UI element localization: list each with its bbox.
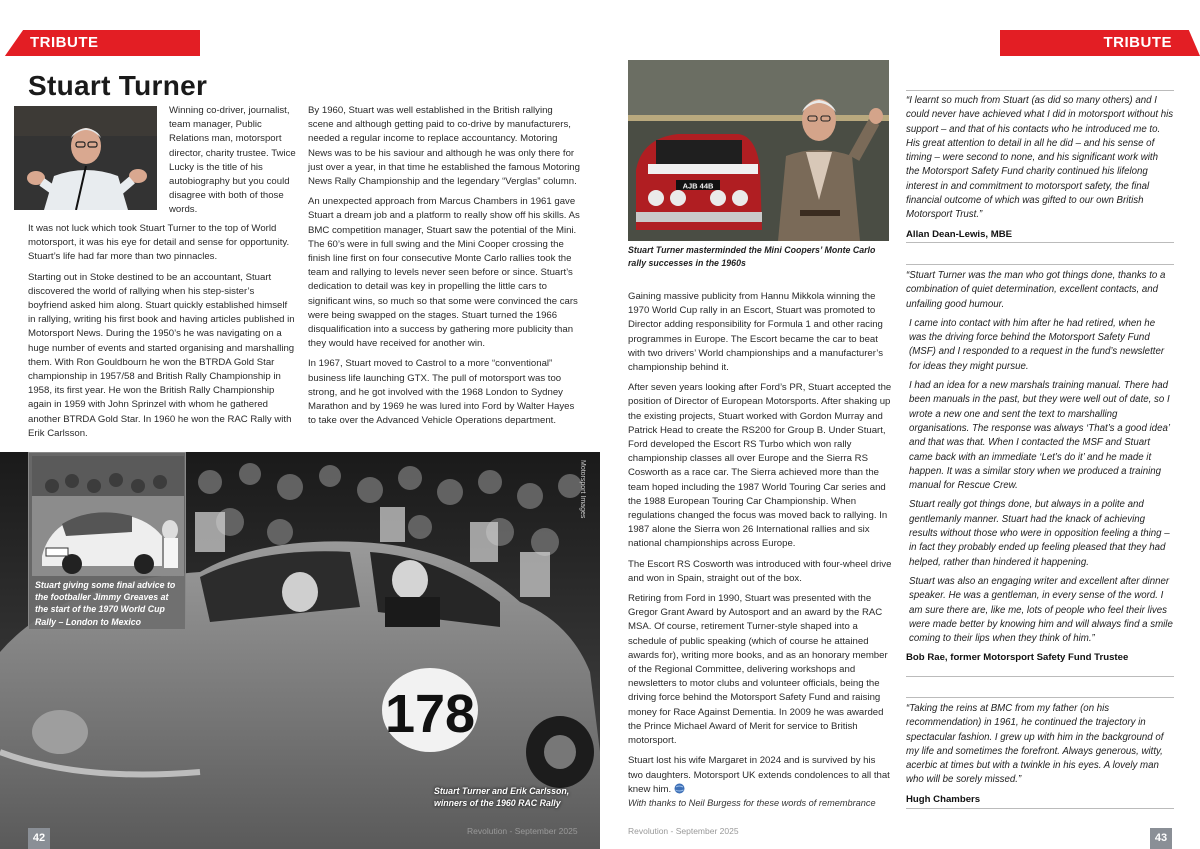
tribute-tab-right: [1000, 30, 1184, 56]
quote-divider: [906, 242, 1174, 243]
quote-paragraph: I came into contact with him after he had retired, when he was the driving force behind the Motorsport Safety Fund (MSF) and I responded to a request in the fund’s newsletter for ideas they might pursue.: [909, 317, 1165, 372]
quote-paragraph: Stuart really got things done, but always in a polite and gentlemanly manner. Stuart had the knack of achieving results without those who were in opposition feeling a thing – in fact they probably ended up feeling pleased that they had helped, rather than hindered it happening.: [909, 499, 1170, 568]
right-page-number: 43: [1150, 828, 1172, 849]
mini-number-plate: AJB 44B: [682, 181, 714, 191]
col2-paragraph: By 1960, Stuart was well established in the British rallying scene and although getting paid to co-drive by manufacturers, needed a regular income to replace accountancy. Motoring News was to be his saviour and although he was only there for just over a year, in that time he established the famous Motoring News Rally Championship and the legendary “Verglas” column.: [308, 105, 580, 188]
column-1: [28, 222, 296, 447]
col3-paragraph: Gaining massive publicity from Hannu Mikkola winning the 1970 World Cup rally in an Escort, Stuart was promoted to Director adding responsibility for Formula 1 and other racing programmes in Europe. The Escort became the car to beat with two drivers’ World championships and a manufacturer’s championship behind it.: [628, 291, 884, 374]
page-title: Stuart Turner: [28, 70, 208, 101]
quote-paragraph: I had an idea for a new marshals training manual. There had been manuals in the past, but they were well out of date, so I wrote a new one and sent the text to marshalling organisations. The response was always ‘That’s a good idea’ and that was that. When I contacted the MSF and Stuart came back with an immediate ‘Let’s do it’ and he made it happen. It was a similar story when we produced a training manual for Rescue Crew.: [909, 380, 1170, 492]
column-2: [308, 104, 580, 434]
quote-divider: [906, 697, 1174, 698]
intro-paragraph: Winning co-driver, journalist, team manager, Public Relations man, motorsport director, charity trustee. Twice Lucky is the title of his autobiography but you could disagree with both of those words.: [169, 105, 296, 216]
thanks-note: With thanks to Neil Burgess for these words of remembrance: [628, 798, 876, 808]
quote-paragraph: “Taking the reins at BMC from my father (on his recommendation) in 1961, he continued the trajectory in spectacular fashion. I grew up with him in the background of my life and sometimes the forefront. Always generous, witty, acerbic at times but with a twinkle in his eyes. A lovely man who will be sorely missed.”: [906, 703, 1164, 786]
right-page: [600, 0, 1200, 849]
mini-cooper-photo: [628, 60, 889, 241]
tab-slash-decoration: [1184, 30, 1200, 56]
quote-author: Bob Rae, former Motorsport Safety Fund Trustee: [906, 652, 1129, 664]
stuart-turner-speaking-photo: [14, 106, 157, 210]
world-cup-rally-inset: [28, 452, 186, 630]
column-3: [628, 290, 892, 803]
globe-end-icon: [674, 783, 685, 794]
inset-caption: Stuart giving some final advice to the footballer Jimmy Greaves at the start of the 1970 World Cup Rally – London to Mexico: [35, 580, 176, 627]
quote-bob-rae: [906, 269, 1174, 666]
photo-credit: Motorsport Images: [579, 460, 586, 519]
quote-paragraph: “I learnt so much from Stuart (as did so many others) and I could never have achieved what I did in motorsport without his support – and that of his contacts who he introduced me to. His great attention to detail in all he did – and his sense of timing – were second to none, and his significant work with the Motorsport Safety Fund charity continued his lifelong interest in and commitment to motorsport safety, the final financial outcome of which was gifted to our own British Motorsport Trust.”: [906, 95, 1174, 221]
tribute-tab-left: [0, 30, 200, 56]
left-page-number: 42: [28, 828, 50, 849]
col2-paragraph: In 1967, Stuart moved to Castrol to a more “conventional” business life launching GTX. The pull of motorsport was too strong, and he got involved with the 1968 London to Sydney Marathon and by 1969 he was lured into Ford by Walter Hayes to take over the Advanced Vehicle Operations department.: [308, 358, 575, 427]
quote-paragraph: Stuart was also an engaging writer and excellent after dinner speaker. He was a gentleman, in every sense of the word. I am sure there are, like me, lots of people who feel their lives were made better by knowing him and will always find a smile coming to their lips when they think of him.”: [909, 575, 1173, 645]
big-photo-caption: Stuart Turner and Erik Carlsson, winners of the 1960 RAC Rally: [434, 786, 570, 809]
col1-paragraph: It was not luck which took Stuart Turner to the top of World motorsport, it was his eye for detail and sense for opportunity. Stuart’s life had far more than two pinnacles.: [28, 223, 290, 263]
quote-allan-dean-lewis: [906, 94, 1174, 242]
quote-hugh-chambers: [906, 702, 1174, 807]
right-footer-text: Revolution - September 2025: [628, 826, 739, 836]
quote-divider: [906, 808, 1174, 809]
intro-text: [169, 104, 297, 224]
col3-paragraph: The Escort RS Cosworth was introduced with four-wheel drive and won in Spain, straight out of the box.: [628, 558, 892, 584]
quote-divider: [906, 90, 1174, 91]
quote-divider: [906, 676, 1174, 677]
quote-author: Hugh Chambers: [906, 793, 981, 805]
col1-paragraph: Starting out in Stoke destined to be an accountant, Stuart discovered the world of rallying when his step-sister’s boyfriend asked him along. Stuart quickly established himself in rallying, writing his first book and having articles published in Motorsport News. During the 1950’s he was navigating on a huge number of events and started organising and marshalling them. With Ron Gouldbourn he won the BTRDA Gold Star championship in 1957/58 and British Rally Championship in 1958, its first year. He won the British Rally Championship again in 1959 with John Sprinzel with whom he gathered another BTRDA Gold Star. In 1960 he won the RAC Rally with Erik Carlsson.: [28, 271, 295, 439]
col3-paragraph: [628, 754, 892, 797]
tribute-tab-label: TRIBUTE: [30, 34, 99, 51]
car-number-label: 178: [384, 684, 476, 744]
col3-paragraph: After seven years looking after Ford’s PR, Stuart accepted the position of Director of European Motorsports. After shaking up the existing projects, Stuart worked with Gordon Murray and Patrick Head to create the RS200 for Group B. Under Stuart, Ford developed the Escort RS Turbo which won rally championship classes all over Europe and the Sierra RS Cosworth as a race car. The Sierra achieved more than the team hoped including the 1987 World Touring Car series and the 1988 European Touring Car Championship. When regulations changed the focus was moved back to rallying. In 1987 alone the Sierra won 26 International rallies and six national championships across Europe.: [628, 382, 892, 550]
col3-last-paragraph-text: Stuart lost his wife Margaret in 2024 and is survived by his two daughters. Motorsport UK extends condolences to all that knew him.: [628, 755, 890, 795]
tribute-tab-label: TRIBUTE: [1103, 34, 1172, 51]
quote-divider: [906, 264, 1174, 265]
left-footer-text: Revolution - September 2025: [467, 826, 578, 836]
col2-paragraph: An unexpected approach from Marcus Chambers in 1961 gave Stuart a dream job and a platform to really show off his skills. As BMC competition manager, Stuart saw the potential of the Mini. The 60’s were in full swing and the Mini Cooper crossing the finish line first on four consecutive Monte Carlo rallies took the team and rallying to levels never seen before or since. Stuart’s dedication to detail was key in propelling the little cars to significant wins, so much so that some were convinced the cars were being swapped on the stages. Stuart turned the 1966 disqualification into a success by gathering more publicity than they would have received for another win.: [308, 196, 580, 350]
col3-paragraph: Retiring from Ford in 1990, Stuart was presented with the Gregor Grant Award by Autosport and an award by the RAC MSA. Of course, retirement Turner-style shaped into a schedule of public speaking (which of course he attained awards for), writing more books, and as an honorary member of the Regional Committee, delivering workshops and newsletters to motor clubs and volunteer officials, being the driving force behind the Motorsport Safety Fund and raising money for Race Against Dementia. In 2009 he was awarded the Prince Michael Award of Merit for service to British motorsport.: [628, 593, 888, 747]
mini-photo-caption: Stuart Turner masterminded the Mini Coopers’ Monte Carlo rally successes in the 1960s: [628, 245, 876, 268]
world-cup-rally-photo: [32, 456, 184, 576]
quote-author: Allan Dean-Lewis, MBE: [906, 228, 1013, 240]
quote-paragraph: “Stuart Turner was the man who got things done, thanks to a combination of quiet determination, excellent contacts, and unfailing good humour.: [906, 270, 1166, 310]
